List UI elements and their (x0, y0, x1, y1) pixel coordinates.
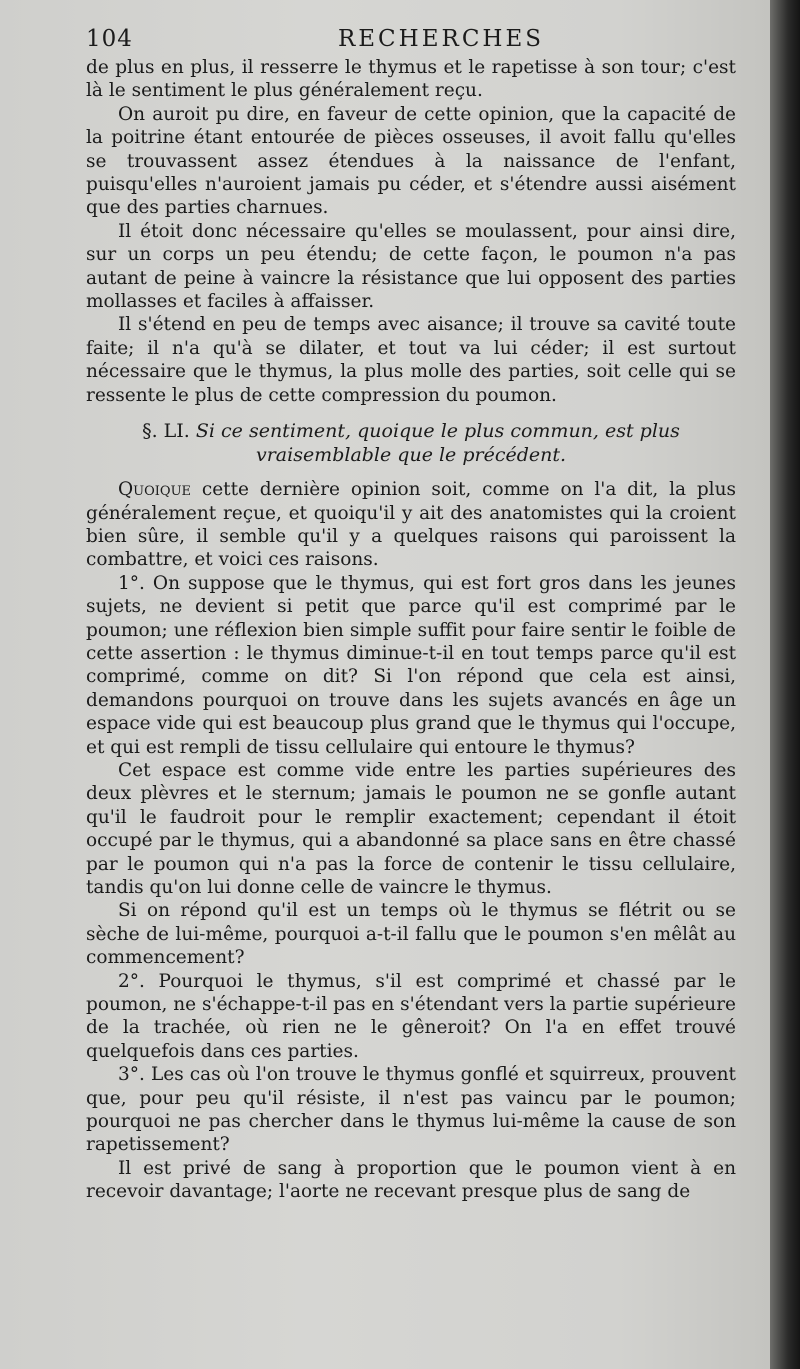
page-number: 104 (86, 26, 133, 52)
running-title: RECHERCHES (337, 26, 545, 52)
paragraph: Si on répond qu'il est un temps où le thymus se flétrit ou se sèche de lui-même, pourquoi a-t-il fallu que le poumon s'en mêlât au commencement? (86, 900, 736, 969)
paragraph: Il est privé de sang à proportion que le poumon vient à en recevoir davantage; l'aorte ne recevant presque plus de sang de (86, 1157, 736, 1203)
paragraph: On auroit pu dire, en faveur de cette opinion, que la capacité de la poitrine étant entourée de pièces osseuses, il avoit fallu qu'elles se trouvassent assez étendues à la naissance de l'enfant, puisqu'elles n'auroient jamais pu céder, et s'étendre aussi aisément que des parties charnues. (86, 103, 736, 219)
paragraph-continued: de plus en plus, il resserre le thymus et le rapetisse à son tour; c'est là le sentiment le plus généralement reçu. (86, 57, 736, 102)
section-heading (86, 419, 736, 467)
page-body (86, 56, 736, 1204)
book-spine (770, 0, 800, 1369)
opening-word: Quoique (118, 479, 192, 501)
paragraph: 2°. Pourquoi le thymus, s'il est comprimé et chassé par le poumon, ne s'échappe-t-il pas en s'étendant vers la partie supérieure de la trachée, où rien ne le gêneroit? On l'a en effet trouvé quelquefois dans ces parties. (86, 970, 736, 1062)
section-number: §. LI. (142, 420, 190, 443)
paragraph-opening (86, 478, 736, 572)
section-title: Si ce sentiment, quoique le plus commun, est plus vraisemblable que le précédent. (195, 420, 680, 467)
paragraph: 3°. Les cas où l'on trouve le thymus gonflé et squirreux, prouvent que, pour peu qu'il résiste, il n'est pas vaincu par le poumon; pourquoi ne pas chercher dans le thymus lui-même la cause de son rapetissement? (86, 1064, 736, 1156)
paragraph: Cet espace est comme vide entre les parties supérieures des deux plèvres et le sternum; jamais le poumon ne se gonfle autant qu'il le faudroit pour le remplir exactement; cependant il étoit occupé par le thymus, qui a abandonné sa place sans en être chassé par le poumon qui n'a pas la force de contenir le tissu cellulaire, tandis qu'on lui donne celle de vaincre le thymus. (86, 759, 736, 898)
opening-text: cette dernière opinion soit, comme on l'a dit, la plus généralement reçue, et quoiqu'il y ait des anatomistes qui la croient bien sûre, il semble qu'il y a quelques raisons qui paroissent la combattre, et voici ces raisons. (86, 479, 736, 571)
paragraph: Il s'étend en peu de temps avec aisance; il trouve sa cavité toute faite; il n'a qu'à se dilater, et tout va lui céder; il est surtout nécessaire que le thymus, la plus molle des parties, soit celle qui se ressente le plus de cette compression du poumon. (86, 314, 736, 406)
paragraph: Il étoit donc nécessaire qu'elles se moulassent, pour ainsi dire, sur un corps un peu étendu; de cette façon, le poumon n'a pas autant de peine à vaincre la résistance que lui opposent des parties mollasses et faciles à affaisser. (86, 220, 736, 313)
page-header (86, 22, 736, 56)
paragraph: 1°. On suppose que le thymus, qui est fort gros dans les jeunes sujets, ne devient si petit que parce qu'il est comprimé par le poumon; une réflexion bien simple suffit pour faire sentir le foible de cette assertion : le thymus diminue-t-il en tout temps parce qu'il est comprimé, comme on dit? Si l'on répond que cela est ainsi, demandons pourquoi on trouve dans les sujets avancés en âge un espace vide qui est beaucoup plus grand que le thymus qui l'occupe, et qui est rempli de tissu cellulaire qui entoure le thymus? (86, 572, 736, 758)
